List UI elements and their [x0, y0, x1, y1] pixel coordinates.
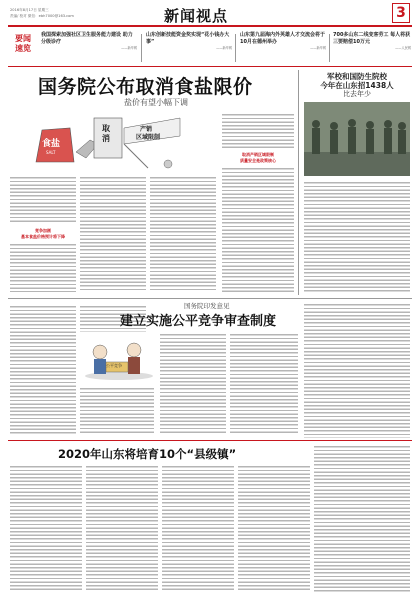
lead-body-col: [80, 175, 146, 292]
sign-label-top: 产销: [140, 126, 153, 133]
brief-item-source: ——人民网: [395, 46, 411, 50]
section-title: 新闻视点: [164, 7, 229, 25]
lead-column-heading-1: 取消产销区域限制: [242, 152, 274, 157]
brief-divider: [329, 34, 330, 62]
military-body-continued: [304, 302, 410, 438]
lead-article: [8, 70, 298, 295]
brief-divider: [141, 34, 142, 62]
cadets-photo: [304, 102, 410, 176]
brief-item-source: ——新华网: [216, 46, 232, 50]
brief-divider: [235, 34, 236, 62]
fair-body-col: [230, 332, 298, 434]
section-divider: [8, 298, 412, 299]
editor-line: 责编/ 校对 微信：ebh7000@163.com: [10, 14, 74, 18]
date-line: 2016年8月17日 星期三: [10, 8, 49, 12]
brief-item[interactable]: [240, 32, 326, 62]
lead-body-col: [222, 166, 294, 292]
brief-label-bottom: 速览: [15, 44, 31, 53]
brief-rule: [8, 66, 412, 67]
cadets-photo-image: [304, 102, 410, 176]
lead-body-col: [10, 242, 76, 292]
bottom-body-col: [314, 444, 410, 592]
column-divider: [298, 70, 299, 295]
lead-body-col: [150, 175, 216, 292]
fair-body-col: [10, 304, 76, 434]
brief-item[interactable]: [41, 32, 137, 62]
bottom-rule: [8, 440, 412, 441]
bottom-body-col: [238, 464, 310, 592]
fair-kicker: 国务院印发意见: [184, 302, 230, 310]
bottom-article: [8, 440, 412, 596]
fair-competition-article: [8, 298, 300, 438]
lead-side-heading-1: 竞争加剧: [35, 228, 51, 233]
brief-item[interactable]: [333, 32, 411, 62]
military-body: [304, 180, 410, 292]
fair-cartoon: [82, 332, 156, 382]
lead-body-col: [10, 175, 76, 223]
lead-side-heading: [12, 228, 74, 240]
brief-item-source: ——新华网: [310, 46, 326, 50]
brief-item-text: 我国探索加强社区卫生服务能力建设 助力分级诊疗: [41, 32, 133, 45]
lead-body-col: [222, 112, 294, 148]
lead-column-heading: [222, 152, 294, 164]
brief-label-top: 要闻: [15, 34, 31, 43]
military-title-line3: 比去年少: [343, 90, 371, 98]
brief-item[interactable]: [146, 32, 232, 62]
fair-body-col: [80, 386, 154, 434]
header-rule: [8, 25, 412, 27]
military-title-line2: 今年在山东招1438人: [320, 81, 394, 90]
lead-title: 国务院公布取消食盐限价: [38, 76, 253, 98]
military-title: [304, 72, 410, 99]
shears-label: 取消: [102, 124, 110, 143]
military-title-line1: 军校和国防生院校: [327, 72, 387, 81]
lead-subtitle: 盐价有望小幅下调: [124, 98, 188, 107]
bottom-body-col: [162, 464, 234, 592]
lead-side-heading-2: 基本食盐价格预计将下降: [21, 234, 65, 239]
bottom-title: 2020年山东将培育10个“县级镇”: [58, 447, 237, 461]
fair-cartoon-label: 公平竞争: [106, 363, 122, 368]
brief-bar: [8, 30, 412, 66]
lead-column-heading-2: 质量安全是政策核心: [240, 158, 276, 163]
brief-item-text: 山东第九届海内外英雄人才交流会将于10月在德州举办: [240, 32, 326, 45]
bottom-body-col: [10, 464, 82, 592]
salt-bag-label: 食盐: [42, 139, 61, 149]
page-header: [0, 0, 420, 28]
fair-body-col: [160, 332, 226, 434]
brief-item-source: ——新华网: [121, 46, 137, 50]
fair-cartoon-image: [82, 332, 156, 382]
brief-item-text: 山东创新技能资金奖实现“花小钱办大事”: [146, 32, 230, 45]
fair-title: 建立实施公平竞争审查制度: [120, 314, 277, 329]
bottom-body-col: [86, 464, 158, 592]
brief-item-text: 700多山东二线变客劳工 每人将获三要赔偿10万元: [333, 32, 411, 45]
salt-illustration: [28, 110, 188, 172]
sign-label-bottom: 区域限制: [136, 134, 161, 141]
military-article: [300, 70, 412, 295]
salt-bag-en-label: SALT: [46, 150, 56, 155]
page-number: 3: [392, 3, 410, 23]
brief-label: [10, 34, 36, 54]
